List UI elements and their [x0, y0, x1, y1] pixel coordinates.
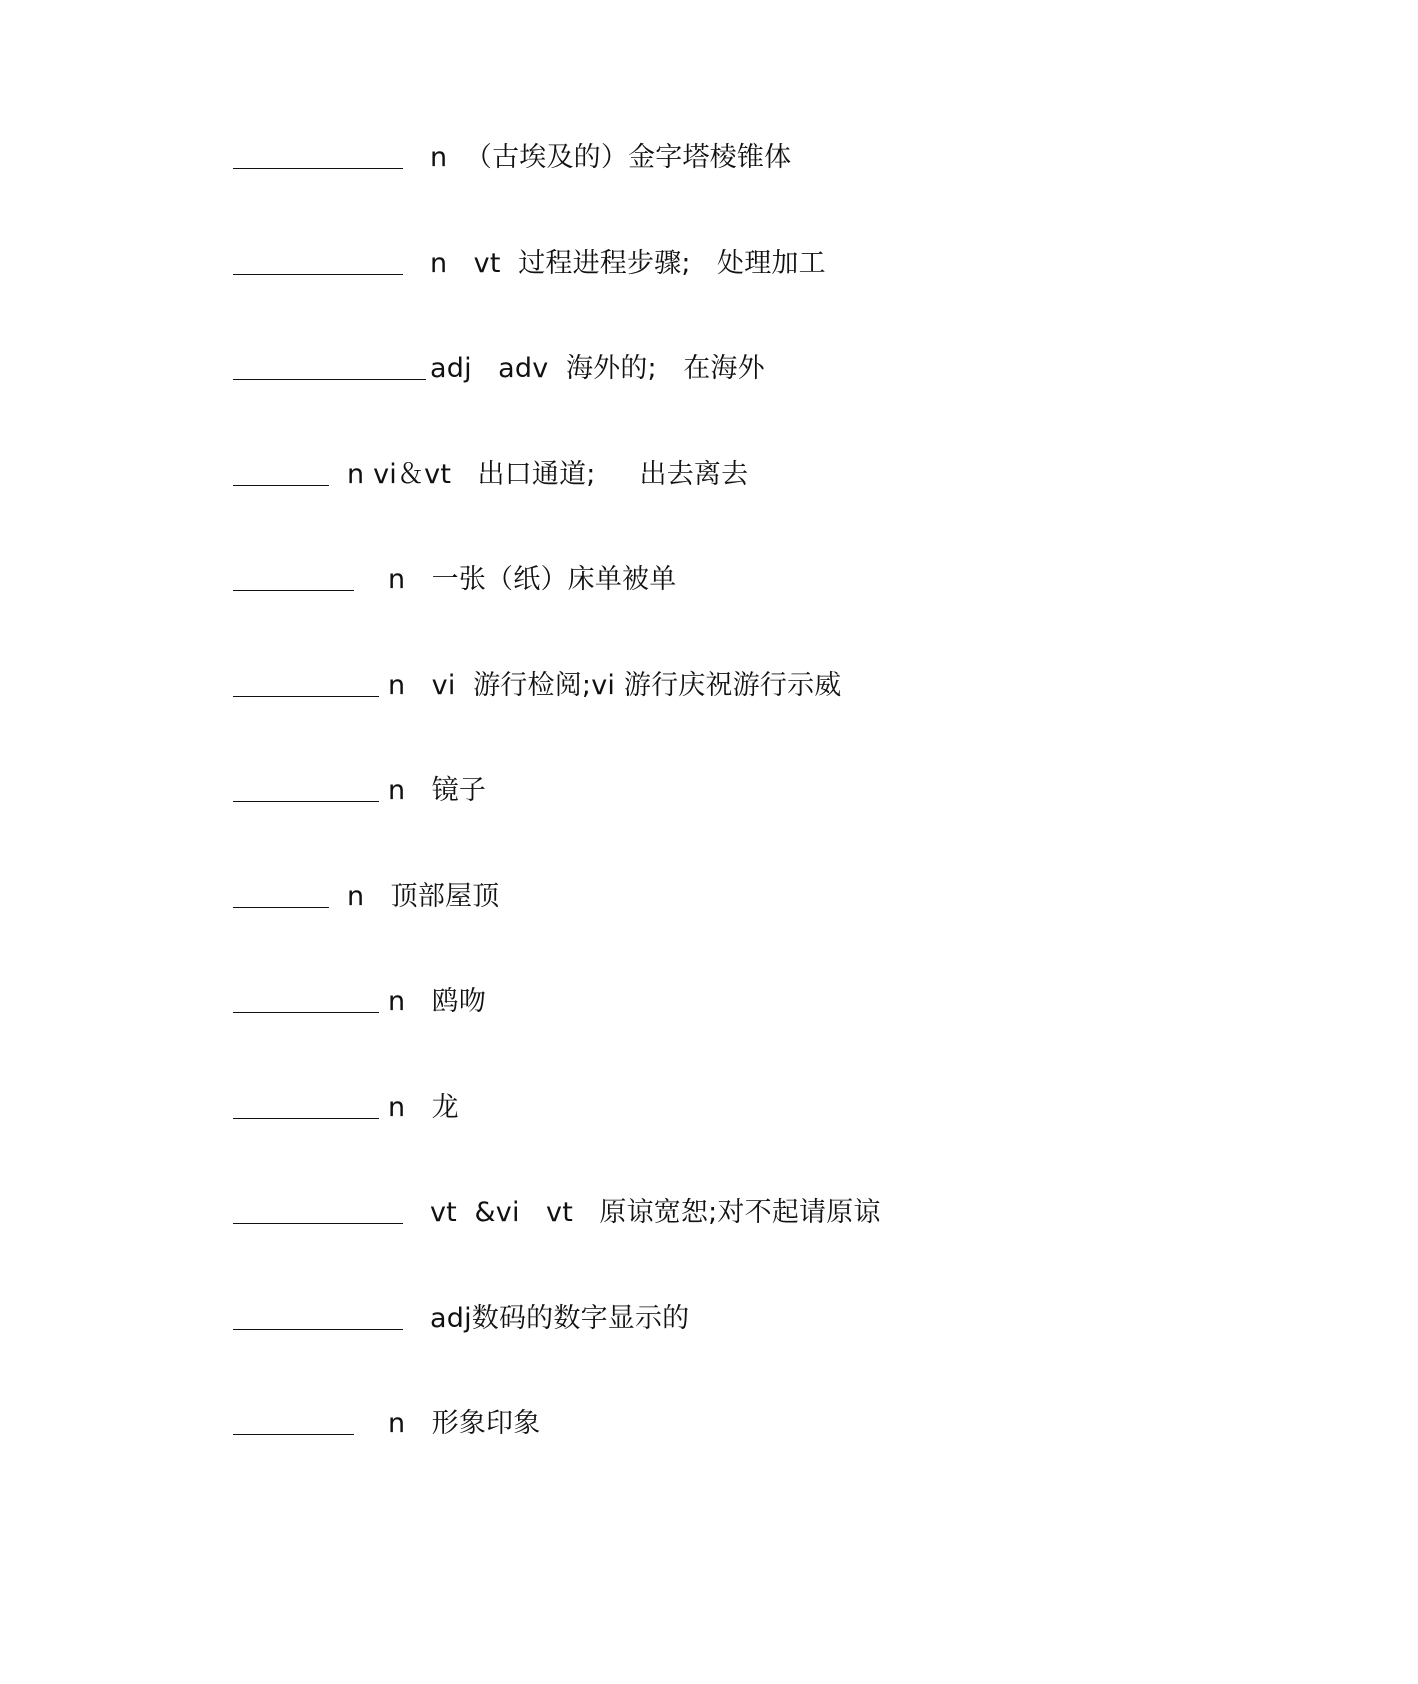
- vocab-entry: [0, 244, 1000, 284]
- definition-text: n vi＆vt 出口通道; 出去离去: [347, 459, 749, 490]
- answer-blank[interactable]: [233, 590, 354, 591]
- answer-blank[interactable]: [233, 485, 329, 486]
- definition-text: adj数码的数字显示的: [430, 1303, 690, 1334]
- vocab-entry: [0, 666, 1000, 706]
- answer-blank[interactable]: [233, 1434, 354, 1435]
- answer-blank[interactable]: [233, 274, 403, 275]
- definition-text: n 形象印象: [388, 1408, 541, 1439]
- answer-blank[interactable]: [233, 801, 379, 802]
- definition-text: vt &vi vt 原谅宽恕;对不起请原谅: [430, 1197, 881, 1228]
- definition-text: adj adv 海外的; 在海外: [430, 353, 765, 384]
- definition-text: n 鸥吻: [388, 986, 487, 1017]
- definition-text: n 顶部屋顶: [347, 881, 500, 912]
- answer-blank[interactable]: [233, 1223, 403, 1224]
- vocab-entry: [0, 138, 1000, 178]
- definition-text: n 镜子: [388, 775, 487, 806]
- vocab-entry: [0, 1299, 1000, 1339]
- answer-blank[interactable]: [233, 907, 329, 908]
- vocab-entry: [0, 1088, 1000, 1128]
- answer-blank[interactable]: [233, 1118, 379, 1119]
- answer-blank[interactable]: [233, 696, 379, 697]
- answer-blank[interactable]: [233, 379, 426, 380]
- definition-text: n （古埃及的）金字塔棱锥体: [430, 142, 792, 173]
- vocab-entry: [0, 455, 1000, 495]
- vocab-entry: [0, 1193, 1000, 1233]
- answer-blank[interactable]: [233, 168, 403, 169]
- vocab-entry: [0, 771, 1000, 811]
- vocab-entry: [0, 1404, 1000, 1444]
- vocab-entry: [0, 560, 1000, 600]
- vocab-entry: [0, 982, 1000, 1022]
- answer-blank[interactable]: [233, 1329, 403, 1330]
- definition-text: n vi 游行检阅;vi 游行庆祝游行示威: [388, 670, 842, 701]
- vocab-entry: [0, 877, 1000, 917]
- definition-text: n 一张（纸）床单被单: [388, 564, 677, 595]
- vocab-entry: [0, 349, 1000, 389]
- definition-text: n vt 过程进程步骤; 处理加工: [430, 248, 826, 279]
- answer-blank[interactable]: [233, 1012, 379, 1013]
- definition-text: n 龙: [388, 1092, 459, 1123]
